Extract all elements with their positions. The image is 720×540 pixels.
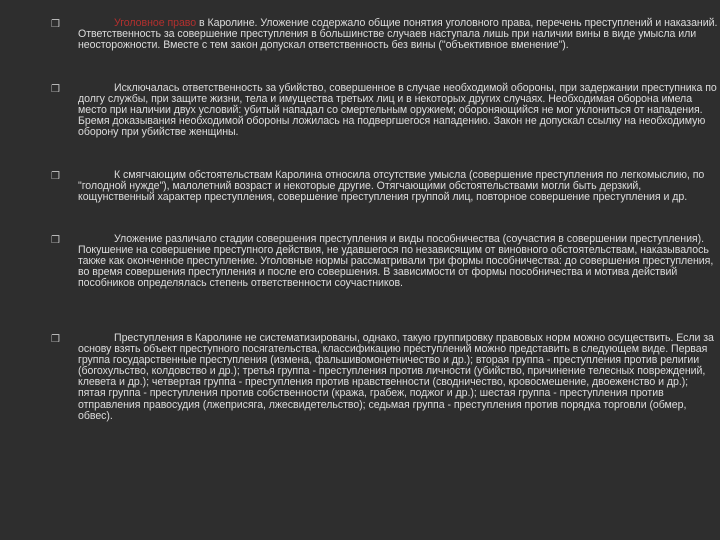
bullet-icon: ❒ [51,19,60,30]
paragraph-classification [78,333,718,422]
paragraph-criminal-law [78,18,718,51]
paragraph-text: Преступления в Каролине не систематизированы, однако, такую группировку правовых норм можно осуществить. Если за основу взять объект преступного посягательства, классификацию преступлений можно представить в следующем виде. Первая группа государственные преступления (измена, фальшивомонетничество и др.); вторая группа - преступления против религии (богохульство, колдовство и др.); третья группа - преступления против личности (убийство, причинение телесных повреждений, клевета и др.); четвертая группа - преступления против нравственности (сводничество, кровосмешение, двоеженство и др.); пятая группа - преступления против собственности (кража, грабеж, поджог и др.); шестая группа - преступления против отправления правосудия (лжеприсяга, лжесвидетельство); седьмая группа - преступления против порядка торговли (обмер, обвес). [78,332,714,422]
paragraph-text: К смягчающим обстоятельствам Каролина относила отсутствие умысла (совершение преступления по легкомыслию, по "голодной нужде"), малолетний возраст и некоторые другие. Отягчающими обстоятельствами могли быть дерзкий, кощунственный характер преступления, совершение преступления группой лиц, повторное совершение преступления и др. [78,169,705,204]
paragraph-complicity [78,234,718,289]
paragraph-circumstances [78,170,718,203]
paragraph-text: Исключалась ответственность за убийство, совершенное в случае необходимой обороны, при задержании преступника по долгу службы, при защите жизни, тела и имущества третьих лиц и в некоторых других случаях. Необходимая оборона имела место при наличии двух условий: убитый нападал со смертельным оружием; обороняющийся не мог уклониться от нападения. Бремя доказывания необходимой обороны ложилась на подвергшегося нападению. Закон не допускал ссылку на необходимую оборону при убийстве женщины. [78,82,717,139]
paragraph-self-defense [78,83,718,138]
paragraph-text: Уложение различало стадии совершения преступления и виды пособничества (соучастия в совершении преступления). Покушение на совершение преступного действия, не удавшегося по независящим от виновного обстоятельствам, наказывалось также как оконченное преступление. Уголовные нормы рассматривали три формы пособничества: до совершения преступления, во время совершения преступления и после его совершения. В зависимости от формы пособничества и мотива действий пособников определялась степень ответственности соучастников. [78,233,714,290]
highlight-term: Уголовное право [114,17,197,29]
bullet-icon: ❒ [51,334,60,345]
bullet-icon: ❒ [51,235,60,246]
paragraph-text: в Каролине. Уложение содержало общие понятия уголовного права, перечень преступлений и наказаний. Ответственность за совершение преступления в большинстве случаев наступала лишь при наличии вины в виде умысла или неосторожности. Вместе с тем закон допускал ответственность без вины ("объективное вменение"). [78,17,718,52]
bullet-icon: ❒ [51,84,60,95]
bullet-icon: ❒ [51,171,60,182]
